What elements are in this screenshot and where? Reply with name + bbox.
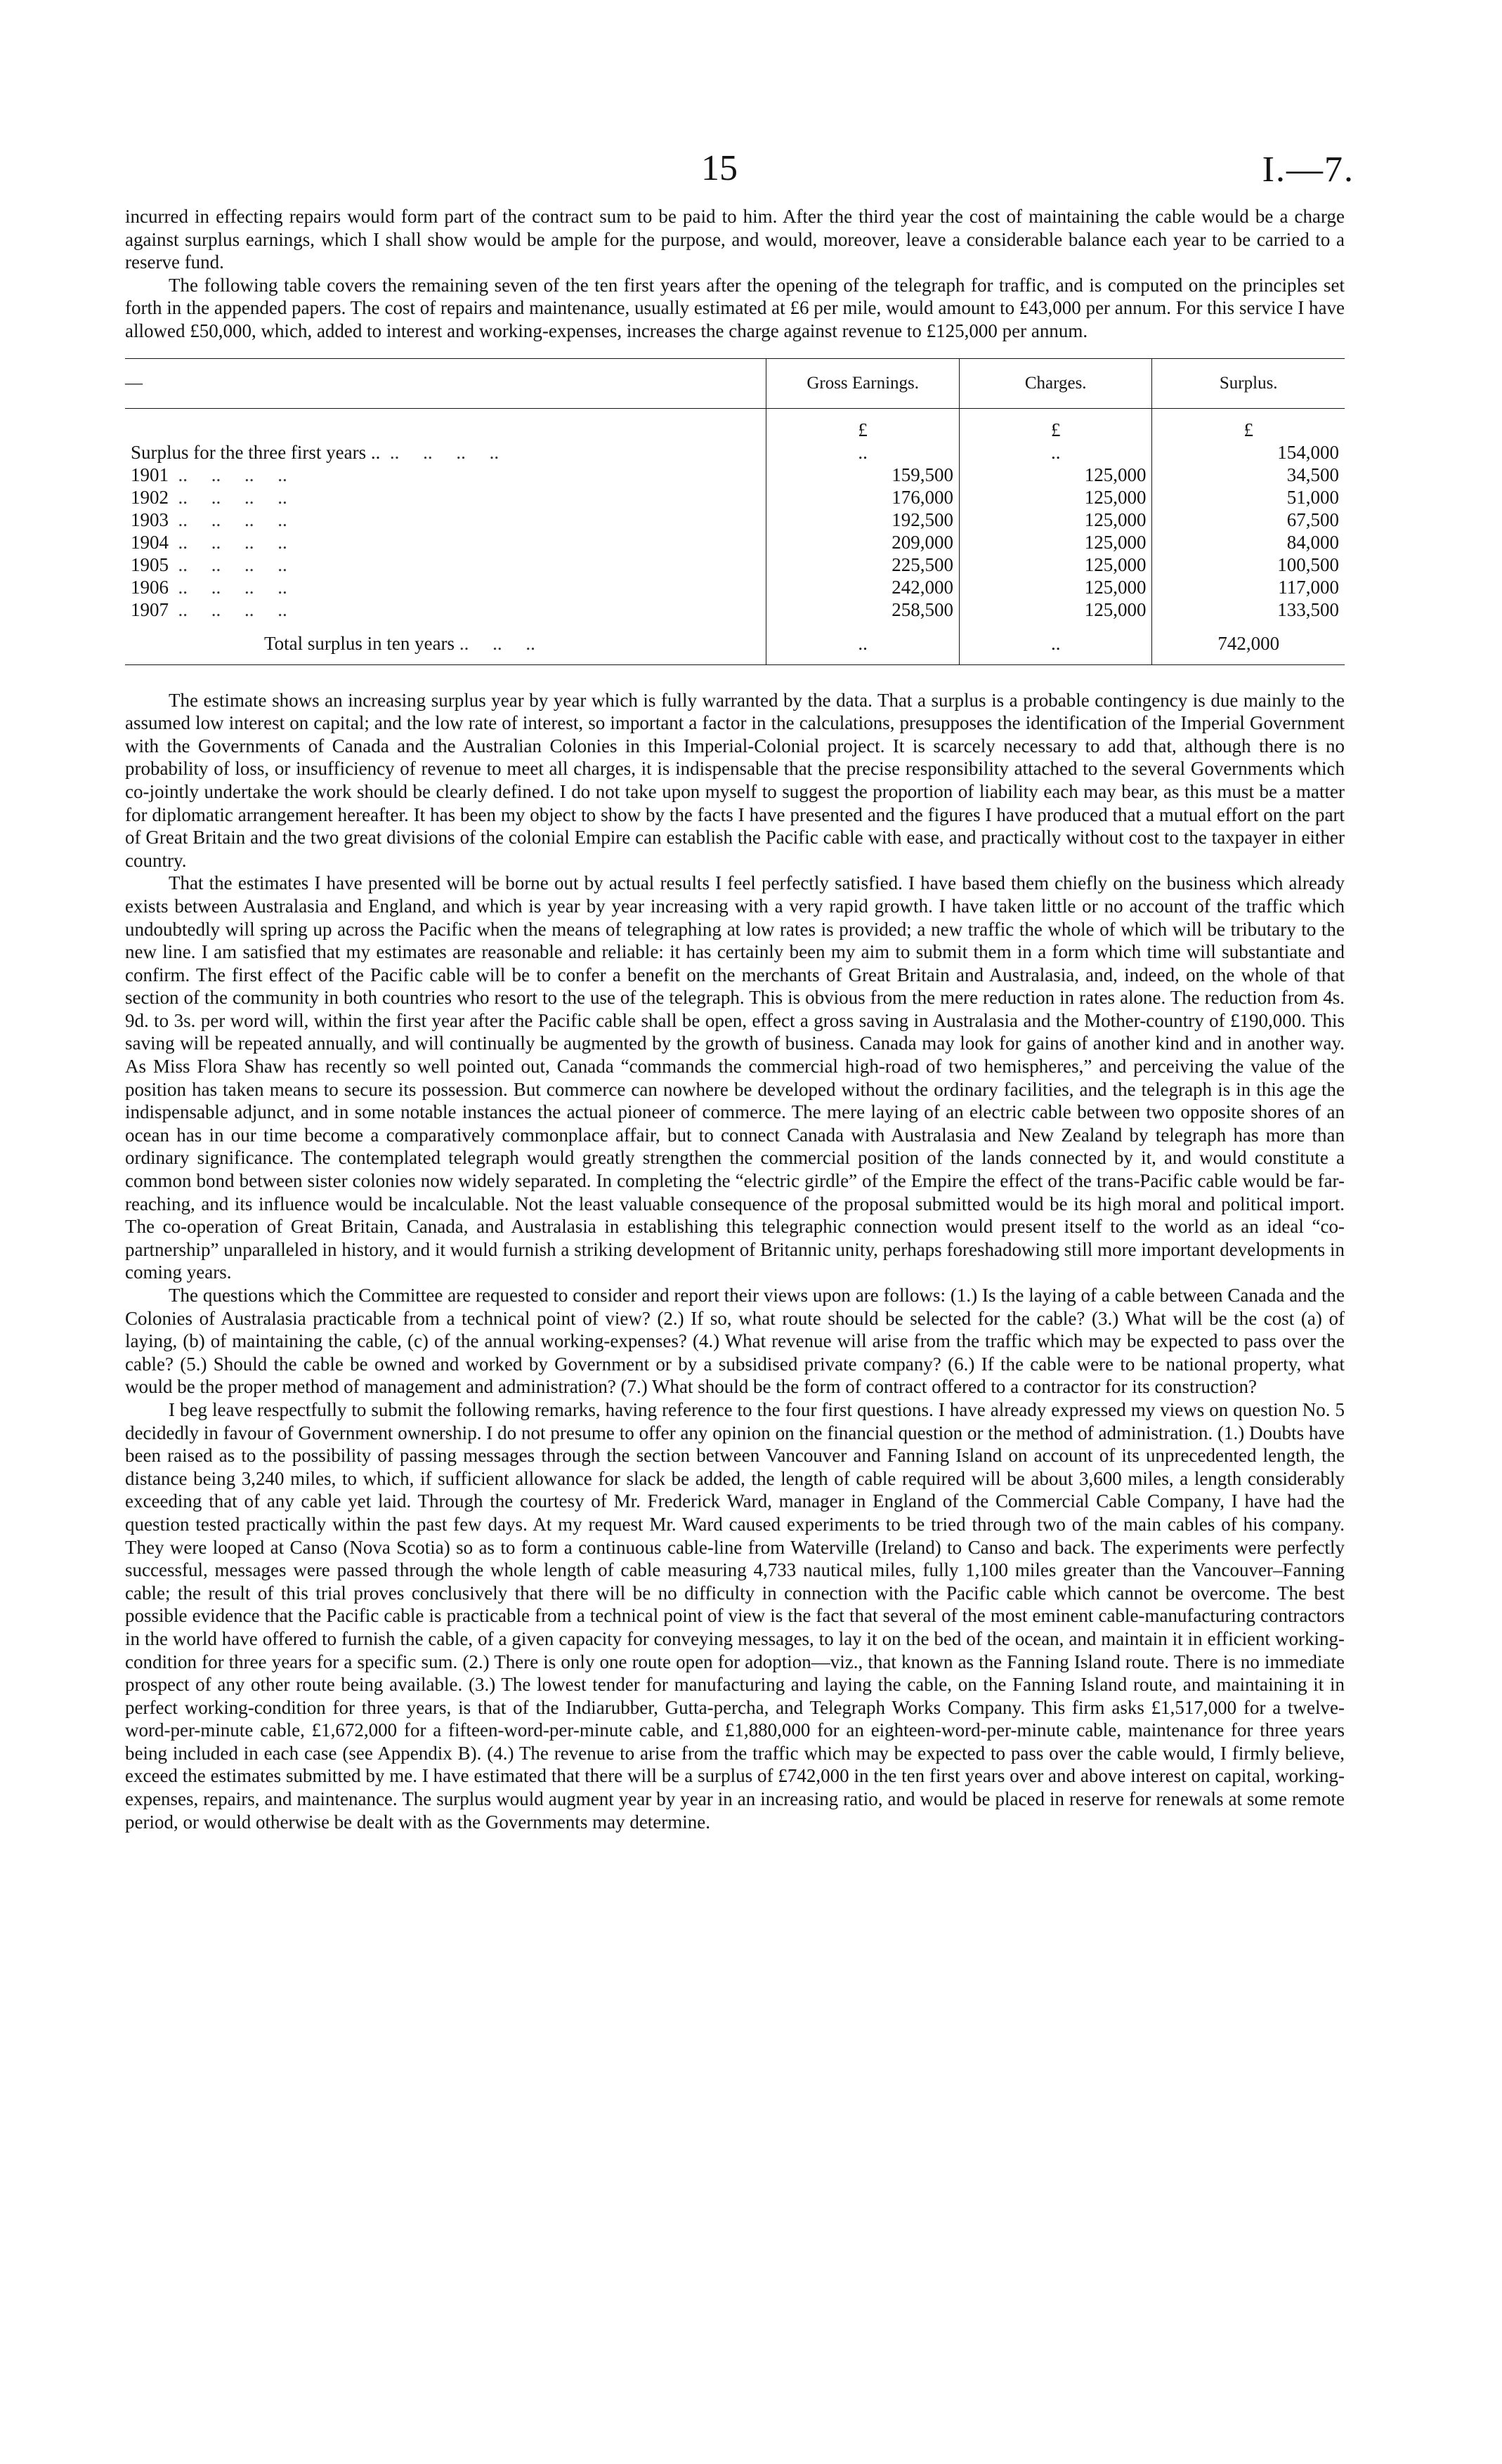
total-leader: .. .. ..	[459, 632, 535, 654]
row-label: 1902 .. .. .. ..	[131, 486, 287, 508]
row-surplus: 154,000	[1152, 441, 1345, 464]
row-leader: .. .. .. ..	[169, 464, 287, 485]
row-label: 1904 .. .. .. ..	[131, 531, 287, 553]
header-surplus: Surplus.	[1152, 359, 1345, 409]
row-surplus: 133,500	[1152, 598, 1345, 621]
page-number: 15	[701, 148, 738, 188]
row-leader: .. .. .. ..	[380, 441, 499, 463]
row-charges: 125,000	[959, 598, 1152, 621]
row-label: 1905 .. .. .. ..	[131, 553, 287, 575]
table-row	[125, 531, 1345, 553]
table-header-row	[125, 359, 1345, 409]
table-row	[125, 553, 1345, 576]
body-paragraph-2: That the estimates I have presented will be borne out by actual results I feel perfectly satisfied. I have based them chiefly on the business which already exists between Australasia and England, and which is year by year increasing with a very rapid growth. I have taken little or no account of the traffic which undoubtedly will spring up across the Pacific when the means of telegraphing at low rates is provided; a new traffic the whole of which will be tributary to the new line. I am satisfied that my estimates are reasonable and reliable: it has certainly been my aim to submit them in a form which time will substantiate and confirm. The first effect of the Pacific cable will be to confer a benefit on the merchants of Great Britain and Australasia, and, indeed, on the whole of that section of the community in both countries who resort to the use of the telegraph. This is obvious from the mere reduction in rates alone. The reduction from 4s. 9d. to 3s. per word will, within the first year after the Pacific cable shall be open, effect a gross saving in Australasia and the Mother-country of £190,000. This saving will be repeated annually, and will continually be augmented by the growth of business. Canada may look for gains of another kind and in another way. As Miss Flora Shaw has recently so well pointed out, Canada “commands the commercial high-road of two hemispheres,” and perceiving the value of the position has taken means to secure its possession. But commerce can nowhere be developed without the ordinary facilities, and the telegraph is in this age the indispensable adjunct, and in some notable instances the actual pioneer of commerce. The mere laying of an electric cable between two opposite shores of an ocean has in our time become a comparatively commonplace affair, but to connect Canada with Australasia and New Zealand by telegraph has more than ordinary significance. The contemplated telegraph would greatly strengthen the commercial position of the lands connected by it, and would constitute a common bond between sister colonies now widely separated. In completing the “electric girdle” of the Empire the effect of the trans-Pacific cable would be far-reaching, and its influence would be incalculable. Not the least valuable consequence of the proposal submitted would be its high moral and political import. The co-operation of Great Britain, Canada, and Australasia in establishing this telegraphic connection would present itself to the world as an ideal “co-partnership” unparalleled in history, and it would furnish a striking development of Britannic unity, perhaps foreshadowing still more important developments in coming years.	[125, 872, 1345, 1283]
table-row	[125, 576, 1345, 598]
row-charges: 125,000	[959, 531, 1152, 553]
row-surplus: 100,500	[1152, 553, 1345, 576]
body-paragraph-3: The questions which the Committee are requested to consider and report their views upon are follows: (1.) Is the laying of a cable between Canada and the Colonies of Australasia practicable from a technical point of view? (2.) If so, what route should be selected for the cable? (3.) What will be the cost (a) of laying, (b) of maintaining the cable, (c) of the annual working-expenses? (4.) What revenue will arise from the traffic which may be expected to pass over the cable? (5.) Should the cable be owned and worked by Government or by a subsidised private company? (6.) If the cable were to be national property, what would be the proper method of management and administration? (7.) What should be the form of contract offered to a contractor for its construction?	[125, 1285, 1345, 1398]
unit-gross: £	[766, 408, 960, 441]
row-leader: .. .. .. ..	[169, 486, 287, 508]
total-charges: ..	[959, 621, 1152, 665]
row-label: 1907 .. .. .. ..	[131, 598, 287, 620]
row-gross-earnings: 258,500	[766, 598, 960, 621]
row-surplus: 51,000	[1152, 486, 1345, 509]
surplus-table	[125, 358, 1345, 665]
unit-charges: £	[959, 408, 1152, 441]
unit-surplus: £	[1152, 408, 1345, 441]
row-charges: ..	[959, 441, 1152, 464]
table-row	[125, 598, 1345, 621]
intro-paragraph-2: The following table covers the remaining seven of the ten first years after the opening of the telegraph for traffic, and is computed on the principles set forth in the appended papers. The cost of repairs and maintenance, usually estimated at £6 per mile, would amount to £43,000 per annum. For this service I have allowed £50,000, which, added to interest and working-expenses, increases the charge against revenue to £125,000 per annum.	[125, 274, 1345, 341]
row-leader: .. .. .. ..	[169, 509, 287, 530]
total-surplus: 742,000	[1152, 621, 1345, 665]
row-surplus: 34,500	[1152, 464, 1345, 486]
intro-paragraph-1: incurred in effecting repairs would form part of the contract sum to be paid to him. After the third year the cost of maintaining the cable would be a charge against surplus earnings, which I shall show would be ample for the purpose, and would, moreover, leave a considerable balance each year to be carried to a reserve fund.	[125, 206, 1345, 273]
row-gross-earnings: ..	[766, 441, 960, 464]
row-leader: .. .. .. ..	[169, 553, 287, 575]
page-header	[125, 0, 1354, 205]
row-charges: 125,000	[959, 464, 1152, 486]
header-gross-earnings: Gross Earnings.	[766, 359, 960, 409]
body-paragraph-4: I beg leave respectfully to submit the following remarks, having reference to the four first questions. I have already expressed my views on question No. 5 decidedly in favour of Government ownership. I do not presume to offer any opinion on the financial question or the method of administration. (1.) Doubts have been raised as to the possibility of passing messages through the section between Vancouver and Fanning Island on account of its unprecedented length, the distance being 3,240 miles, to which, if sufficient allowance for slack be added, the length of cable required will be about 3,600 miles, a length considerably exceeding that of any cable yet laid. Through the courtesy of Mr. Frederick Ward, manager in England of the Commercial Cable Company, I have had the question tested practically within the past few days. At my request Mr. Ward caused experiments to be tried through two of the main cables of his company. They were looped at Canso (Nova Scotia) so as to form a continuous cable-line from Waterville (Ireland) to Canso and back. The experiments were perfectly successful, messages were passed through the whole length of cable measuring 4,733 nautical miles, fully 1,100 miles greater than the Vancouver–Fanning cable; the result of this trial proves conclusively that there will be no difficulty in connection with the Pacific cable which cannot be overcome. The best possible evidence that the Pacific cable is practicable from a technical point of view is the fact that several of the most eminent cable-manufacturing contractors in the world have offered to furnish the cable, of a given capacity for conveying messages, to lay it on the bed of the ocean, and maintain it in efficient working-condition for three years for a specific sum. (2.) There is only one route open for adoption—viz., that known as the Fanning Island route. There is no immediate prospect of any other route being available. (3.) The lowest tender for manufacturing and laying the cable, on the Fanning Island route, and maintaining it in perfect working-condition for three years, is that of the Indiarubber, Gutta-percha, and Telegraph Works Company. This firm asks £1,517,000 for a twelve-word-per-minute cable, £1,672,000 for a fifteen-word-per-minute cable, and £1,880,000 for an eighteen-word-per-minute cable, maintenance for three years being included in each case (see Appendix B). (4.) The revenue to arise from the traffic which may be expected to pass over the cable would, I firmly believe, exceed the estimates submitted by me. I have estimated that there will be a surplus of £742,000 in the ten first years over and above interest on capital, working-expenses, repairs, and maintenance. The surplus would augment year by year in an increasing ratio, and would be placed in reserve for renewals at some remote period, or would otherwise be dealt with as the Governments may determine.	[125, 1398, 1345, 1833]
row-charges: 125,000	[959, 486, 1152, 509]
page-reference: I.—7.	[1262, 150, 1354, 190]
row-charges: 125,000	[959, 576, 1152, 598]
table-row	[125, 464, 1345, 486]
row-surplus: 67,500	[1152, 509, 1345, 531]
row-surplus: 84,000	[1152, 531, 1345, 553]
row-label: 1901 .. .. .. ..	[131, 464, 287, 485]
table-row	[125, 441, 1345, 464]
table-row	[125, 486, 1345, 509]
body-paragraph-1: The estimate shows an increasing surplus year by year which is fully warranted by the data. That a surplus is a probable contingency is due mainly to the assumed low interest on capital; and the low rate of interest, so important a factor in the calculations, presupposes the identification of the Imperial Government with the Governments of Canada and the Australian Colonies in this Imperial-Colonial project. It is scarcely necessary to add that, although there is no probability of loss, or insufficiency of revenue to meet all charges, it is indispensable that the precise responsibility attached to the several Governments which co-jointly undertake the work should be clearly defined. I do not take upon myself to suggest the proportion of liability each may bear, as this must be a matter for diplomatic arrangement hereafter. It has been my object to show by the facts I have presented and the figures I have produced that a mutual effort on the part of Great Britain and the two great divisions of the colonial Empire can establish the Pacific cable with ease, and practically without cost to the taxpayer in either country.	[125, 689, 1345, 871]
row-leader: .. .. .. ..	[169, 598, 287, 620]
row-charges: 125,000	[959, 509, 1152, 531]
row-charges: 125,000	[959, 553, 1152, 576]
row-surplus: 117,000	[1152, 576, 1345, 598]
document-page	[125, 0, 1354, 1833]
total-label: Total surplus in ten years	[264, 632, 455, 654]
row-gross-earnings: 225,500	[766, 553, 960, 576]
row-label: 1906 .. .. .. ..	[131, 576, 287, 598]
table-unit-row	[125, 408, 1345, 441]
row-gross-earnings: 176,000	[766, 486, 960, 509]
row-gross-earnings: 192,500	[766, 509, 960, 531]
row-label: Surplus for the three first years .. .. .. .. ..	[131, 441, 499, 463]
table-row	[125, 509, 1345, 531]
row-leader: .. .. .. ..	[169, 531, 287, 553]
row-leader: .. .. .. ..	[169, 576, 287, 598]
header-dash: —	[125, 359, 766, 409]
row-gross-earnings: 242,000	[766, 576, 960, 598]
total-gross: ..	[766, 621, 960, 665]
table-total-row	[125, 621, 1345, 665]
row-label: 1903 .. .. .. ..	[131, 509, 287, 530]
table-body	[125, 441, 1345, 621]
row-gross-earnings: 209,000	[766, 531, 960, 553]
header-charges: Charges.	[959, 359, 1152, 409]
row-gross-earnings: 159,500	[766, 464, 960, 486]
